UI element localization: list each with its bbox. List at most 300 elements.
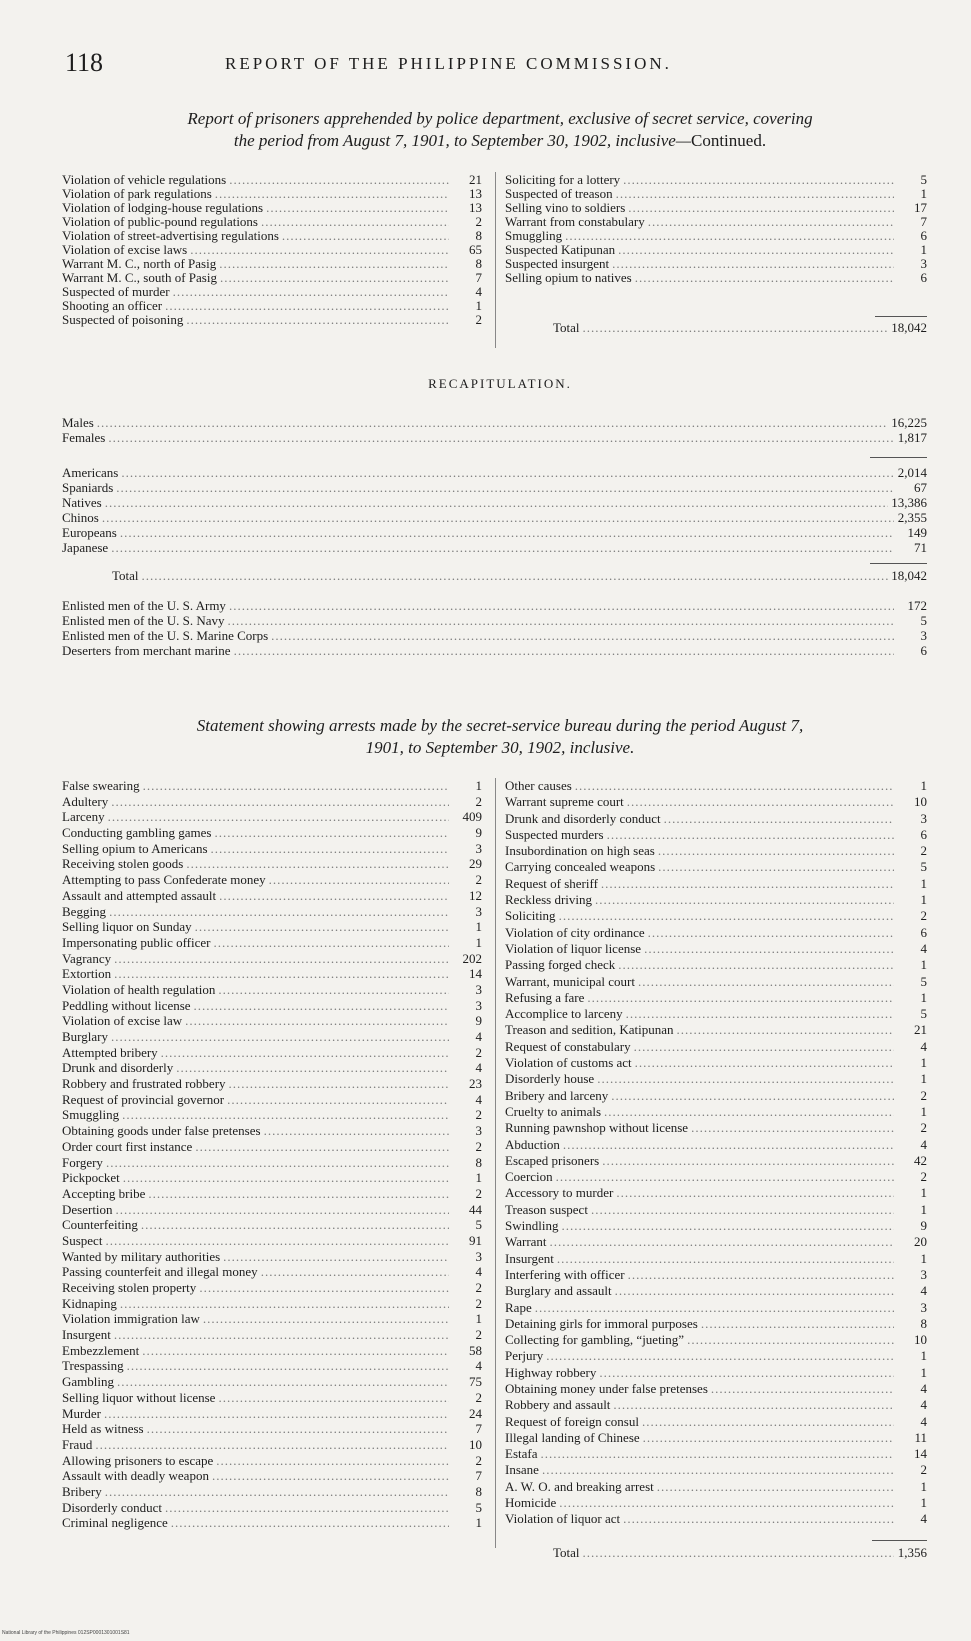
row-value: 8 (475, 257, 482, 271)
row-value: 3 (475, 1248, 482, 1264)
leader-dots (219, 888, 449, 904)
row-label: Adultery (62, 793, 109, 809)
row-value: 2 (920, 1087, 927, 1103)
row-label: Passing forged check (505, 957, 616, 973)
row-label: Begging (62, 903, 107, 919)
row-label: Refusing a fare (505, 989, 585, 1005)
leader-dots (701, 1316, 894, 1332)
row-label: Receiving stolen property (62, 1280, 197, 1295)
leader-dots (618, 243, 894, 257)
row-value: 4 (475, 1060, 482, 1076)
section1-total (505, 320, 927, 336)
row-value: 1 (920, 1478, 927, 1494)
row-label: Insubordination on high seas (505, 843, 655, 859)
table-row (62, 243, 482, 257)
row-value: 10 (469, 1436, 482, 1452)
row-value: 8 (475, 1483, 482, 1499)
row-label: Smuggling (505, 229, 563, 243)
table-row (62, 1358, 482, 1374)
row-label: Smuggling (62, 1107, 120, 1123)
row-value: 2 (475, 1138, 482, 1154)
section1-caption-line2-wrap (60, 130, 940, 152)
table-row (505, 957, 927, 973)
table-row (505, 271, 927, 285)
table-row (62, 1468, 482, 1484)
row-value: 17 (914, 201, 927, 215)
row-value: 5 (920, 859, 927, 875)
row-value: 23 (469, 1076, 482, 1092)
leader-dots (658, 859, 894, 875)
row-label: Warrant, municipal court (505, 973, 635, 989)
leader-dots (186, 856, 449, 872)
row-label: Natives (62, 495, 102, 510)
leader-dots (142, 1343, 449, 1359)
row-label: Deserters from merchant marine (62, 643, 231, 658)
table-row (62, 1013, 482, 1029)
row-label: Passing counterfeit and illegal money (62, 1264, 258, 1280)
leader-dots (122, 1107, 449, 1123)
row-value: 7 (920, 215, 927, 229)
section2-total-label: Total (553, 1545, 580, 1560)
leader-dots (120, 1296, 449, 1312)
table-row (505, 1104, 927, 1120)
leader-dots (214, 935, 450, 951)
row-label: Request of foreign consul (505, 1413, 639, 1429)
table-row (505, 843, 927, 859)
table-row (505, 1430, 927, 1446)
leader-dots (141, 1217, 449, 1233)
row-label: Gambling (62, 1374, 114, 1390)
row-label: Selling liquor on Sunday (62, 919, 192, 935)
row-value: 1 (475, 919, 482, 935)
scan-footer-note: National Library of the Philippines 012SP0001301001S81 (2, 1630, 130, 1636)
row-label: Enlisted men of the U. S. Navy (62, 613, 225, 628)
row-label: Suspected insurgent (505, 257, 610, 271)
section2-caption (60, 715, 940, 759)
row-label: Accepting bribe (62, 1185, 146, 1201)
leader-dots (261, 1264, 449, 1280)
row-value: 3 (920, 257, 927, 271)
leader-dots (143, 778, 449, 794)
leader-dots (116, 1202, 449, 1218)
row-label: Wanted by military authorities (62, 1248, 221, 1264)
table-row (505, 1316, 927, 1332)
table-row (62, 1249, 482, 1265)
leader-dots (148, 1186, 449, 1202)
table-row (62, 1107, 482, 1123)
leader-dots (194, 998, 449, 1014)
table-row (62, 1060, 482, 1076)
leader-dots (190, 243, 449, 257)
leader-dots (583, 320, 889, 336)
leader-dots (218, 1390, 449, 1406)
row-label: Collecting for gambling, “jueting” (505, 1332, 685, 1348)
row-label: Japanese (62, 540, 109, 555)
leader-dots (711, 1381, 894, 1397)
row-label: Enlisted men of the U. S. Army (62, 598, 226, 613)
leader-dots (95, 1437, 449, 1453)
section2-caption-line1: Statement showing arrests made by the secret-service bureau during the period August 7, (196, 716, 804, 735)
table-row (62, 613, 927, 628)
row-label: Cruelty to animals (505, 1103, 602, 1119)
row-value: 2 (475, 1452, 482, 1468)
row-label: Allowing prisoners to escape (62, 1452, 214, 1468)
table-row (505, 859, 927, 875)
row-label: Violation of lodging-house regulations (62, 201, 264, 215)
leader-dots (677, 1022, 895, 1038)
table-row (505, 1185, 927, 1201)
row-label: Violation of health regulation (62, 981, 216, 997)
leader-dots (264, 1123, 449, 1139)
row-label: Burglary and assault (505, 1283, 612, 1299)
row-value: 14 (914, 1446, 927, 1462)
table-row (62, 430, 927, 445)
row-value: 91 (469, 1232, 482, 1248)
leader-dots (171, 1515, 449, 1531)
row-value: 4 (920, 1380, 927, 1396)
table-row (505, 1055, 927, 1071)
table-row (505, 243, 927, 257)
table-row (62, 1296, 482, 1312)
leader-dots (623, 1511, 894, 1527)
leader-dots (627, 794, 894, 810)
recap-total (62, 568, 927, 584)
leader-dots (214, 825, 449, 841)
row-value: 4 (475, 1264, 482, 1280)
table-row (62, 1170, 482, 1186)
leader-dots (266, 201, 449, 215)
leader-dots (691, 1120, 894, 1136)
leader-dots (542, 1462, 894, 1478)
row-value: 1 (920, 1103, 927, 1119)
leader-dots (550, 1234, 894, 1250)
row-label: Reckless driving (505, 892, 593, 908)
leader-dots (218, 982, 449, 998)
row-value: 149 (907, 525, 927, 540)
row-value: 1 (475, 1515, 482, 1531)
row-value: 8 (475, 1154, 482, 1170)
leader-dots (643, 1430, 894, 1446)
row-label: Warrant M. C., south of Pasig (62, 271, 217, 285)
table-row (62, 809, 482, 825)
table-row (505, 215, 927, 229)
section2-total-value: 1,356 (897, 1545, 927, 1560)
row-label: Rape (505, 1299, 532, 1315)
table-row (62, 1343, 482, 1359)
table-row (505, 1202, 927, 1218)
row-label: Detaining girls for immoral purposes (505, 1315, 698, 1331)
row-label: Soliciting for a lottery (505, 173, 621, 187)
row-label: Suspect (62, 1232, 103, 1248)
recap-total-value: 18,042 (891, 568, 927, 583)
leader-dots (638, 974, 894, 990)
row-label: Running pawnshop without license (505, 1120, 689, 1136)
table-row (62, 1311, 482, 1327)
section1-caption-line1: Report of prisoners apprehended by police department, exclusive of secret service, covering (187, 109, 813, 128)
row-value: 6 (920, 229, 927, 243)
leader-dots (615, 1283, 894, 1299)
table-row (62, 1139, 482, 1155)
row-label: Escaped prisoners (505, 1152, 600, 1168)
table-row (62, 1123, 482, 1139)
row-value: 2 (475, 313, 482, 327)
row-label: Burglary (62, 1029, 108, 1044)
row-label: Violation of street-advertising regulations (62, 229, 279, 243)
row-value: 67 (914, 480, 927, 495)
row-label: Disorderly conduct (62, 1499, 163, 1515)
table-row (505, 1120, 927, 1136)
row-value: 20 (914, 1234, 927, 1250)
row-value: 2 (475, 1185, 482, 1201)
row-label: Highway robbery (505, 1364, 597, 1380)
table-row (62, 1076, 482, 1092)
row-value: 1 (920, 778, 927, 793)
row-label: Request of sheriff (505, 875, 598, 891)
row-label: Bribery and larceny (505, 1087, 609, 1103)
leader-dots (648, 925, 894, 941)
recap-rule (870, 457, 927, 458)
running-head (65, 48, 945, 88)
row-label: Females (62, 430, 106, 445)
leader-dots (535, 1300, 894, 1316)
table-row (505, 811, 927, 827)
table-row (505, 1071, 927, 1087)
table-row (62, 904, 482, 920)
leader-dots (195, 1139, 449, 1155)
table-row (62, 1029, 482, 1045)
row-label: Robbery and frustrated robbery (62, 1076, 226, 1092)
row-value: 2 (920, 1462, 927, 1478)
leader-dots (109, 904, 449, 920)
table-row (62, 510, 927, 525)
table-row (505, 925, 927, 941)
column-divider-2 (495, 778, 496, 1548)
row-label: Violation of liquor license (505, 940, 642, 956)
row-value: 14 (469, 966, 482, 982)
table-row (62, 1155, 482, 1171)
row-value: 2 (475, 872, 482, 888)
row-label: Violation of vehicle regulations (62, 173, 227, 187)
row-value: 1 (920, 875, 927, 891)
leader-dots (282, 229, 449, 243)
recap-enlisted-list (62, 598, 927, 658)
table-row (505, 1251, 927, 1267)
table-row (62, 1233, 482, 1249)
leader-dots (602, 1153, 894, 1169)
leader-dots (556, 1169, 894, 1185)
table-row (505, 1218, 927, 1234)
table-row (505, 974, 927, 990)
leader-dots (102, 510, 894, 525)
row-value: 4 (475, 1029, 482, 1044)
row-value: 10 (914, 794, 927, 810)
table-row (62, 919, 482, 935)
recap-nationality-list (62, 465, 927, 555)
row-label: Trespassing (62, 1358, 124, 1374)
table-row (62, 794, 482, 810)
leader-dots (664, 811, 894, 827)
row-value: 3 (475, 997, 482, 1013)
table-row (62, 495, 927, 510)
leader-dots (147, 1421, 449, 1437)
leader-dots (587, 990, 894, 1006)
leader-dots (199, 1280, 449, 1296)
row-value: 65 (469, 243, 482, 257)
table-row (62, 598, 927, 613)
table-row (62, 465, 927, 480)
table-row (62, 1515, 482, 1531)
leader-dots (657, 1479, 894, 1495)
row-label: Request of provincial governor (62, 1091, 225, 1107)
row-label: Obtaining money under false pretenses (505, 1380, 708, 1396)
row-label: Larceny (62, 809, 105, 825)
row-value: 2 (920, 1169, 927, 1185)
row-value: 202 (462, 950, 482, 966)
row-label: Abduction (505, 1136, 560, 1152)
table-row (505, 257, 927, 271)
table-row (505, 1039, 927, 1055)
leader-dots (173, 285, 449, 299)
table-row (62, 313, 482, 327)
leader-dots (540, 1446, 894, 1462)
row-label: Violation of liquor act (505, 1511, 621, 1527)
row-label: Perjury (505, 1348, 544, 1364)
row-value: 24 (469, 1405, 482, 1421)
row-label: Attempted bribery (62, 1044, 158, 1060)
table-row (505, 1462, 927, 1478)
row-label: Peddling without license (62, 997, 191, 1013)
row-label: Impersonating public officer (62, 934, 211, 950)
leader-dots (687, 1332, 894, 1348)
section2-total (505, 1545, 927, 1561)
row-label: Robbery and assault (505, 1397, 611, 1413)
section2-total-row (505, 1545, 927, 1561)
row-value: 9 (475, 1013, 482, 1029)
row-value: 2 (475, 1295, 482, 1311)
leader-dots (114, 966, 449, 982)
row-value: 1 (475, 934, 482, 950)
row-label: Violation of excise laws (62, 243, 188, 257)
table-row (62, 872, 482, 888)
row-value: 1 (475, 299, 482, 313)
row-value: 71 (914, 540, 927, 555)
row-value: 1 (920, 892, 927, 908)
row-value: 4 (920, 1511, 927, 1527)
table-row (62, 1374, 482, 1390)
table-row (505, 827, 927, 843)
table-row (62, 982, 482, 998)
row-value: 6 (920, 924, 927, 940)
leader-dots (616, 1185, 894, 1201)
table-row (505, 1088, 927, 1104)
table-row (505, 1381, 927, 1397)
row-value: 21 (469, 173, 482, 187)
row-label: Suspected murders (505, 826, 604, 842)
table-row (62, 856, 482, 872)
row-label: Other causes (505, 778, 572, 793)
leader-dots (121, 465, 894, 480)
row-value: 5 (920, 1006, 927, 1022)
table-row (62, 1421, 482, 1437)
leader-dots (648, 215, 894, 229)
leader-dots (604, 1104, 894, 1120)
leader-dots (195, 919, 449, 935)
row-value: 4 (920, 1413, 927, 1429)
row-label: Desertion (62, 1201, 113, 1217)
section1-caption-line2: the period from August 7, 1901, to September 30, 1902, inclusive— (233, 131, 691, 150)
row-label: Pickpocket (62, 1170, 120, 1186)
leader-dots (186, 313, 449, 327)
row-value: 4 (920, 1136, 927, 1152)
leader-dots (165, 1500, 449, 1516)
leader-dots (185, 1013, 449, 1029)
row-label: Homicide (505, 1495, 557, 1511)
row-value: 2 (920, 1120, 927, 1136)
leader-dots (227, 613, 894, 628)
row-value: 2 (920, 908, 927, 924)
row-value: 4 (475, 1358, 482, 1374)
table-row (505, 1495, 927, 1511)
row-label: Accessory to murder (505, 1185, 614, 1201)
table-row (505, 1511, 927, 1527)
leader-dots (223, 1249, 449, 1265)
row-label: Insane (505, 1462, 539, 1478)
row-label: Selling opium to natives (505, 271, 632, 285)
leader-dots (216, 1453, 449, 1469)
leader-dots (106, 1155, 449, 1171)
leader-dots (219, 257, 449, 271)
row-value: 6 (920, 643, 927, 658)
row-label: Suspected of treason (505, 187, 613, 201)
row-value: 409 (462, 809, 482, 825)
row-label: Spaniards (62, 480, 114, 495)
recap-total-row (62, 568, 927, 584)
recap-total-rule (870, 563, 927, 564)
section1-caption-continued: Continued. (690, 131, 767, 150)
row-value: 1 (920, 1185, 927, 1201)
table-row (62, 1217, 482, 1233)
row-value: 2 (475, 215, 482, 229)
table-row (505, 1169, 927, 1185)
leader-dots (644, 941, 894, 957)
table-row (505, 876, 927, 892)
row-value: 13 (469, 187, 482, 201)
row-label: Request of constabulary (505, 1038, 631, 1054)
total-row (505, 320, 927, 336)
leader-dots (161, 1045, 449, 1061)
table-row (62, 299, 482, 313)
table-row (62, 285, 482, 299)
table-row (62, 888, 482, 904)
row-value: 75 (469, 1374, 482, 1390)
row-value: 7 (475, 271, 482, 285)
row-label: Held as witness (62, 1421, 144, 1437)
leader-dots (111, 794, 449, 810)
row-label: Accomplice to larceny (505, 1006, 623, 1022)
leader-dots (114, 1327, 449, 1343)
leader-dots (104, 1406, 449, 1422)
section2-right-column (505, 778, 927, 1528)
row-label: Swindling (505, 1218, 559, 1234)
table-row (505, 1137, 927, 1153)
row-value: 1 (920, 1364, 927, 1380)
row-value: 3 (475, 903, 482, 919)
row-value: 5 (475, 1499, 482, 1515)
table-row (62, 525, 927, 540)
table-row (505, 1153, 927, 1169)
row-value: 4 (475, 1091, 482, 1107)
recapitulation-heading: RECAPITULATION. (428, 376, 572, 391)
